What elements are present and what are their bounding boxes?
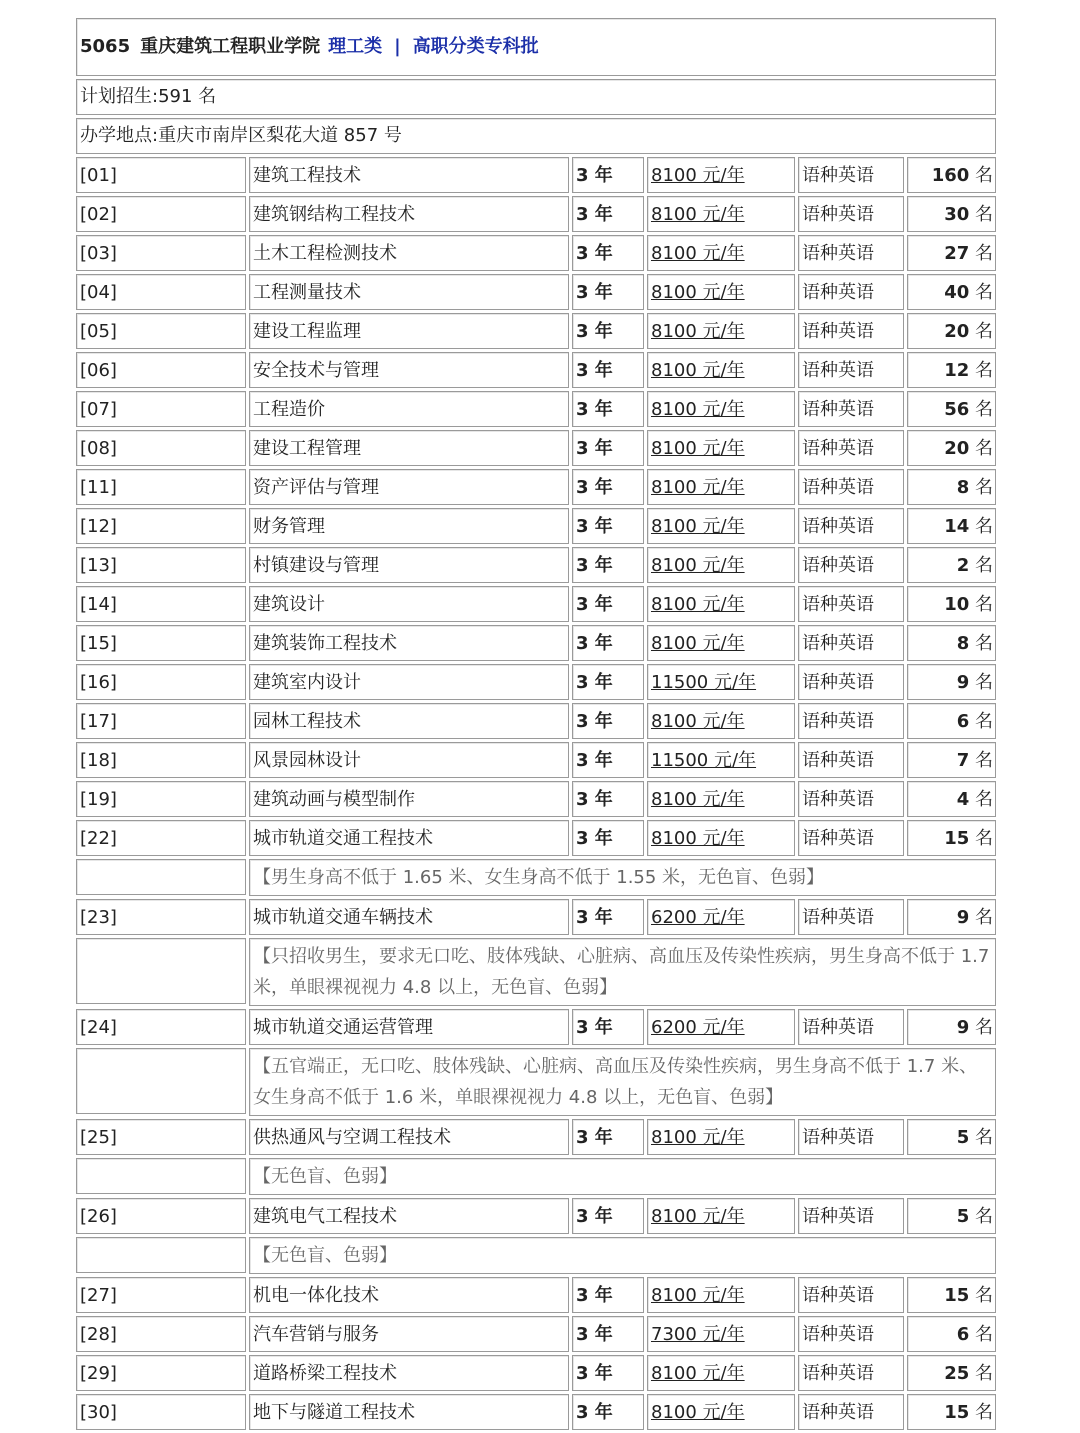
- count-number: 6: [956, 1324, 970, 1345]
- enrollment-count: [907, 1198, 996, 1234]
- program-name: 建筑钢结构工程技术: [249, 196, 569, 232]
- program-code: [18]: [76, 742, 246, 778]
- enrollment-count: [907, 742, 996, 778]
- program-row: [76, 703, 996, 739]
- count-unit: 名: [975, 1363, 993, 1384]
- program-name: 建筑室内设计: [249, 664, 569, 700]
- program-code: [23]: [76, 899, 246, 935]
- requirement-note: 【无色盲、色弱】: [249, 1237, 996, 1274]
- language-requirement: 语种英语: [798, 196, 904, 232]
- count-unit: 名: [975, 672, 993, 693]
- count-unit: 名: [975, 828, 993, 849]
- count-number: 20: [944, 438, 970, 459]
- program-code: [01]: [76, 157, 246, 193]
- program-name: 地下与隧道工程技术: [249, 1394, 569, 1430]
- language-requirement: 语种英语: [798, 899, 904, 935]
- tuition-fee-link[interactable]: 8100 元/年: [647, 1119, 795, 1155]
- tuition-fee-link[interactable]: 8100 元/年: [647, 781, 795, 817]
- program-row: [76, 235, 996, 271]
- count-number: 6: [956, 711, 970, 732]
- count-number: 15: [944, 828, 970, 849]
- program-code: [28]: [76, 1316, 246, 1352]
- program-row: [76, 1394, 996, 1430]
- program-name: 工程造价: [249, 391, 569, 427]
- program-name: 土木工程检测技术: [249, 235, 569, 271]
- language-requirement: 语种英语: [798, 664, 904, 700]
- plan-row: [76, 79, 996, 115]
- program-duration: 3 年: [572, 781, 644, 817]
- count-number: 12: [944, 360, 970, 381]
- count-unit: 名: [975, 1206, 993, 1227]
- requirement-note-row: [76, 938, 996, 1006]
- tuition-fee-link[interactable]: 8100 元/年: [647, 1355, 795, 1391]
- count-unit: 名: [975, 907, 993, 928]
- enrollment-count: [907, 157, 996, 193]
- language-requirement: 语种英语: [798, 1277, 904, 1313]
- enrollment-count: [907, 1009, 996, 1045]
- count-number: 9: [956, 1017, 970, 1038]
- count-number: 9: [956, 907, 970, 928]
- program-code: [03]: [76, 235, 246, 271]
- tuition-fee-link[interactable]: 8100 元/年: [647, 352, 795, 388]
- header-row: [76, 18, 996, 76]
- admissions-table: [76, 18, 996, 1433]
- note-spacer: [76, 859, 246, 895]
- program-code: [24]: [76, 1009, 246, 1045]
- program-row: [76, 547, 996, 583]
- program-row: [76, 586, 996, 622]
- count-number: 8: [956, 633, 970, 654]
- enrollment-count: [907, 664, 996, 700]
- program-duration: 3 年: [572, 1119, 644, 1155]
- language-requirement: 语种英语: [798, 547, 904, 583]
- language-requirement: 语种英语: [798, 352, 904, 388]
- program-duration: 3 年: [572, 1394, 644, 1430]
- program-code: [19]: [76, 781, 246, 817]
- count-number: 8: [956, 477, 970, 498]
- tuition-fee-link[interactable]: 8100 元/年: [647, 547, 795, 583]
- count-number: 10: [944, 594, 970, 615]
- program-name: 城市轨道交通运营管理: [249, 1009, 569, 1045]
- enrollment-count: [907, 352, 996, 388]
- program-duration: 3 年: [572, 508, 644, 544]
- tuition-fee-link[interactable]: 6200 元/年: [647, 899, 795, 935]
- program-duration: 3 年: [572, 742, 644, 778]
- tuition-fee-link[interactable]: 8100 元/年: [647, 625, 795, 661]
- language-requirement: 语种英语: [798, 274, 904, 310]
- count-unit: 名: [975, 633, 993, 654]
- program-name: 安全技术与管理: [249, 352, 569, 388]
- school-name: 重庆建筑工程职业学院: [140, 36, 321, 57]
- program-code: [17]: [76, 703, 246, 739]
- count-unit: 名: [975, 243, 993, 264]
- program-code: [06]: [76, 352, 246, 388]
- language-requirement: 语种英语: [798, 703, 904, 739]
- program-code: [02]: [76, 196, 246, 232]
- program-code: [12]: [76, 508, 246, 544]
- program-row: [76, 899, 996, 935]
- program-duration: 3 年: [572, 625, 644, 661]
- program-duration: 3 年: [572, 1316, 644, 1352]
- program-list: [76, 157, 996, 1430]
- language-requirement: 语种英语: [798, 1355, 904, 1391]
- note-spacer: [76, 1237, 246, 1273]
- program-row: [76, 508, 996, 544]
- program-duration: 3 年: [572, 430, 644, 466]
- program-duration: 3 年: [572, 274, 644, 310]
- tuition-fee-link[interactable]: 8100 元/年: [647, 820, 795, 856]
- program-row: [76, 469, 996, 505]
- program-name: 建筑动画与模型制作: [249, 781, 569, 817]
- count-unit: 名: [975, 360, 993, 381]
- program-code: [05]: [76, 313, 246, 349]
- tuition-fee-link[interactable]: 8100 元/年: [647, 391, 795, 427]
- enrollment-count: [907, 899, 996, 935]
- program-row: [76, 196, 996, 232]
- count-number: 15: [944, 1285, 970, 1306]
- tuition-fee-link[interactable]: 8100 元/年: [647, 274, 795, 310]
- program-row: [76, 1355, 996, 1391]
- enrollment-count: [907, 820, 996, 856]
- enrollment-count: [907, 586, 996, 622]
- language-requirement: 语种英语: [798, 469, 904, 505]
- language-requirement: 语种英语: [798, 1119, 904, 1155]
- tuition-fee-link[interactable]: 6200 元/年: [647, 1009, 795, 1045]
- program-duration: 3 年: [572, 1009, 644, 1045]
- count-number: 30: [944, 204, 970, 225]
- program-duration: 3 年: [572, 352, 644, 388]
- note-spacer: [76, 938, 246, 1004]
- program-name: 园林工程技术: [249, 703, 569, 739]
- program-name: 资产评估与管理: [249, 469, 569, 505]
- count-number: 5: [956, 1127, 970, 1148]
- program-code: [27]: [76, 1277, 246, 1313]
- note-spacer: [76, 1158, 246, 1194]
- language-requirement: 语种英语: [798, 313, 904, 349]
- language-requirement: 语种英语: [798, 508, 904, 544]
- count-number: 9: [956, 672, 970, 693]
- enrollment-count: [907, 313, 996, 349]
- school-code: 5065: [80, 36, 131, 57]
- program-duration: 3 年: [572, 899, 644, 935]
- count-number: 40: [944, 282, 970, 303]
- enrollment-count: [907, 703, 996, 739]
- count-unit: 名: [975, 789, 993, 810]
- count-number: 4: [956, 789, 970, 810]
- program-code: [07]: [76, 391, 246, 427]
- program-duration: 3 年: [572, 313, 644, 349]
- program-code: [22]: [76, 820, 246, 856]
- program-row: [76, 781, 996, 817]
- program-name: 财务管理: [249, 508, 569, 544]
- language-requirement: 语种英语: [798, 1394, 904, 1430]
- enrollment-count: [907, 508, 996, 544]
- program-row: [76, 1198, 996, 1234]
- location-row: [76, 118, 996, 154]
- table-header: [76, 18, 996, 76]
- enrollment-count: [907, 430, 996, 466]
- language-requirement: 语种英语: [798, 391, 904, 427]
- requirement-note-row: [76, 1048, 996, 1116]
- program-row: [76, 664, 996, 700]
- language-requirement: 语种英语: [798, 235, 904, 271]
- program-name: 工程测量技术: [249, 274, 569, 310]
- program-row: [76, 274, 996, 310]
- program-code: [30]: [76, 1394, 246, 1430]
- count-number: 7: [956, 750, 970, 771]
- tuition-fee-link[interactable]: 11500 元/年: [647, 742, 795, 778]
- count-unit: 名: [975, 1285, 993, 1306]
- program-row: [76, 1277, 996, 1313]
- language-requirement: 语种英语: [798, 1316, 904, 1352]
- enrollment-count: [907, 781, 996, 817]
- program-duration: 3 年: [572, 469, 644, 505]
- enrollment-count: [907, 547, 996, 583]
- count-unit: 名: [975, 516, 993, 537]
- tuition-fee-link[interactable]: 8100 元/年: [647, 703, 795, 739]
- enrollment-count: [907, 1277, 996, 1313]
- count-unit: 名: [975, 1017, 993, 1038]
- program-code: [29]: [76, 1355, 246, 1391]
- category-label: 理工类: [328, 36, 383, 57]
- enrollment-count: [907, 274, 996, 310]
- count-number: 2: [956, 555, 970, 576]
- program-duration: 3 年: [572, 235, 644, 271]
- program-duration: 3 年: [572, 391, 644, 427]
- tuition-fee-link[interactable]: 7300 元/年: [647, 1316, 795, 1352]
- language-requirement: 语种英语: [798, 586, 904, 622]
- count-number: 20: [944, 321, 970, 342]
- program-code: [08]: [76, 430, 246, 466]
- count-unit: 名: [975, 750, 993, 771]
- tuition-fee-link[interactable]: 8100 元/年: [647, 1198, 795, 1234]
- program-code: [25]: [76, 1119, 246, 1155]
- program-name: 城市轨道交通车辆技术: [249, 899, 569, 935]
- tuition-fee-link[interactable]: 8100 元/年: [647, 430, 795, 466]
- program-name: 机电一体化技术: [249, 1277, 569, 1313]
- header-separator: |: [394, 36, 401, 57]
- requirement-note: 【男生身高不低于 1.65 米、女生身高不低于 1.55 米，无色盲、色弱】: [249, 859, 996, 896]
- program-code: [15]: [76, 625, 246, 661]
- enrollment-count: [907, 1316, 996, 1352]
- enrollment-plan: 计划招生:591 名: [76, 79, 996, 115]
- tuition-fee-link[interactable]: 8100 元/年: [647, 469, 795, 505]
- program-name: 建筑电气工程技术: [249, 1198, 569, 1234]
- program-duration: 3 年: [572, 1198, 644, 1234]
- program-row: [76, 742, 996, 778]
- requirement-note-row: [76, 859, 996, 896]
- program-name: 建筑设计: [249, 586, 569, 622]
- program-name: 城市轨道交通工程技术: [249, 820, 569, 856]
- program-name: 村镇建设与管理: [249, 547, 569, 583]
- language-requirement: 语种英语: [798, 742, 904, 778]
- count-unit: 名: [975, 399, 993, 420]
- program-duration: 3 年: [572, 547, 644, 583]
- program-duration: 3 年: [572, 1277, 644, 1313]
- program-name: 风景园林设计: [249, 742, 569, 778]
- count-number: 5: [956, 1206, 970, 1227]
- program-row: [76, 313, 996, 349]
- tuition-fee-link[interactable]: 8100 元/年: [647, 196, 795, 232]
- program-row: [76, 1009, 996, 1045]
- tuition-fee-link[interactable]: 11500 元/年: [647, 664, 795, 700]
- program-row: [76, 1119, 996, 1155]
- enrollment-count: [907, 1355, 996, 1391]
- enrollment-count: [907, 196, 996, 232]
- count-unit: 名: [975, 438, 993, 459]
- program-row: [76, 820, 996, 856]
- tuition-fee-link[interactable]: 8100 元/年: [647, 157, 795, 193]
- enrollment-count: [907, 391, 996, 427]
- count-number: 56: [944, 399, 970, 420]
- program-code: [16]: [76, 664, 246, 700]
- enrollment-count: [907, 235, 996, 271]
- count-number: 160: [931, 165, 970, 186]
- program-name: 道路桥梁工程技术: [249, 1355, 569, 1391]
- program-name: 建筑工程技术: [249, 157, 569, 193]
- count-unit: 名: [975, 204, 993, 225]
- batch-label: 高职分类专科批: [412, 36, 539, 57]
- program-row: [76, 352, 996, 388]
- count-number: 15: [944, 1402, 970, 1423]
- program-name: 建设工程管理: [249, 430, 569, 466]
- program-code: [26]: [76, 1198, 246, 1234]
- count-unit: 名: [975, 711, 993, 732]
- program-code: [11]: [76, 469, 246, 505]
- count-number: 27: [944, 243, 970, 264]
- program-code: [04]: [76, 274, 246, 310]
- program-duration: 3 年: [572, 1355, 644, 1391]
- program-row: [76, 1316, 996, 1352]
- count-number: 25: [944, 1363, 970, 1384]
- program-duration: 3 年: [572, 586, 644, 622]
- program-row: [76, 157, 996, 193]
- count-unit: 名: [975, 477, 993, 498]
- campus-location: 办学地点:重庆市南岸区梨花大道 857 号: [76, 118, 996, 154]
- language-requirement: 语种英语: [798, 1198, 904, 1234]
- enrollment-count: [907, 469, 996, 505]
- note-spacer: [76, 1048, 246, 1114]
- program-duration: 3 年: [572, 157, 644, 193]
- enrollment-count: [907, 625, 996, 661]
- language-requirement: 语种英语: [798, 820, 904, 856]
- language-requirement: 语种英语: [798, 430, 904, 466]
- requirement-note-row: [76, 1158, 996, 1195]
- program-duration: 3 年: [572, 820, 644, 856]
- tuition-fee-link[interactable]: 8100 元/年: [647, 1394, 795, 1430]
- tuition-fee-link[interactable]: 8100 元/年: [647, 313, 795, 349]
- count-number: 14: [944, 516, 970, 537]
- tuition-fee-link[interactable]: 8100 元/年: [647, 1277, 795, 1313]
- program-name: 建设工程监理: [249, 313, 569, 349]
- program-name: 供热通风与空调工程技术: [249, 1119, 569, 1155]
- requirement-note: 【五官端正，无口吃、肢体残缺、心脏病、高血压及传染性疾病，男生身高不低于 1.7 米、女生身高不低于 1.6 米，单眼裸视视力 4.8 以上，无色盲、色弱】: [249, 1048, 996, 1116]
- program-row: [76, 430, 996, 466]
- count-unit: 名: [975, 594, 993, 615]
- tuition-fee-link[interactable]: 8100 元/年: [647, 235, 795, 271]
- count-unit: 名: [975, 555, 993, 576]
- count-unit: 名: [975, 1402, 993, 1423]
- program-duration: 3 年: [572, 664, 644, 700]
- requirement-note: 【无色盲、色弱】: [249, 1158, 996, 1195]
- count-unit: 名: [975, 321, 993, 342]
- count-unit: 名: [975, 1127, 993, 1148]
- program-duration: 3 年: [572, 703, 644, 739]
- program-code: [13]: [76, 547, 246, 583]
- program-name: 汽车营销与服务: [249, 1316, 569, 1352]
- program-code: [14]: [76, 586, 246, 622]
- program-duration: 3 年: [572, 196, 644, 232]
- language-requirement: 语种英语: [798, 781, 904, 817]
- program-name: 建筑装饰工程技术: [249, 625, 569, 661]
- language-requirement: 语种英语: [798, 157, 904, 193]
- count-unit: 名: [975, 165, 993, 186]
- program-row: [76, 391, 996, 427]
- requirement-note: 【只招收男生，要求无口吃、肢体残缺、心脏病、高血压及传染性疾病，男生身高不低于 1.7 米，单眼裸视视力 4.8 以上，无色盲、色弱】: [249, 938, 996, 1006]
- requirement-note-row: [76, 1237, 996, 1274]
- language-requirement: 语种英语: [798, 625, 904, 661]
- count-unit: 名: [975, 1324, 993, 1345]
- program-row: [76, 625, 996, 661]
- enrollment-count: [907, 1119, 996, 1155]
- tuition-fee-link[interactable]: 8100 元/年: [647, 508, 795, 544]
- language-requirement: 语种英语: [798, 1009, 904, 1045]
- count-unit: 名: [975, 282, 993, 303]
- enrollment-count: [907, 1394, 996, 1430]
- tuition-fee-link[interactable]: 8100 元/年: [647, 586, 795, 622]
